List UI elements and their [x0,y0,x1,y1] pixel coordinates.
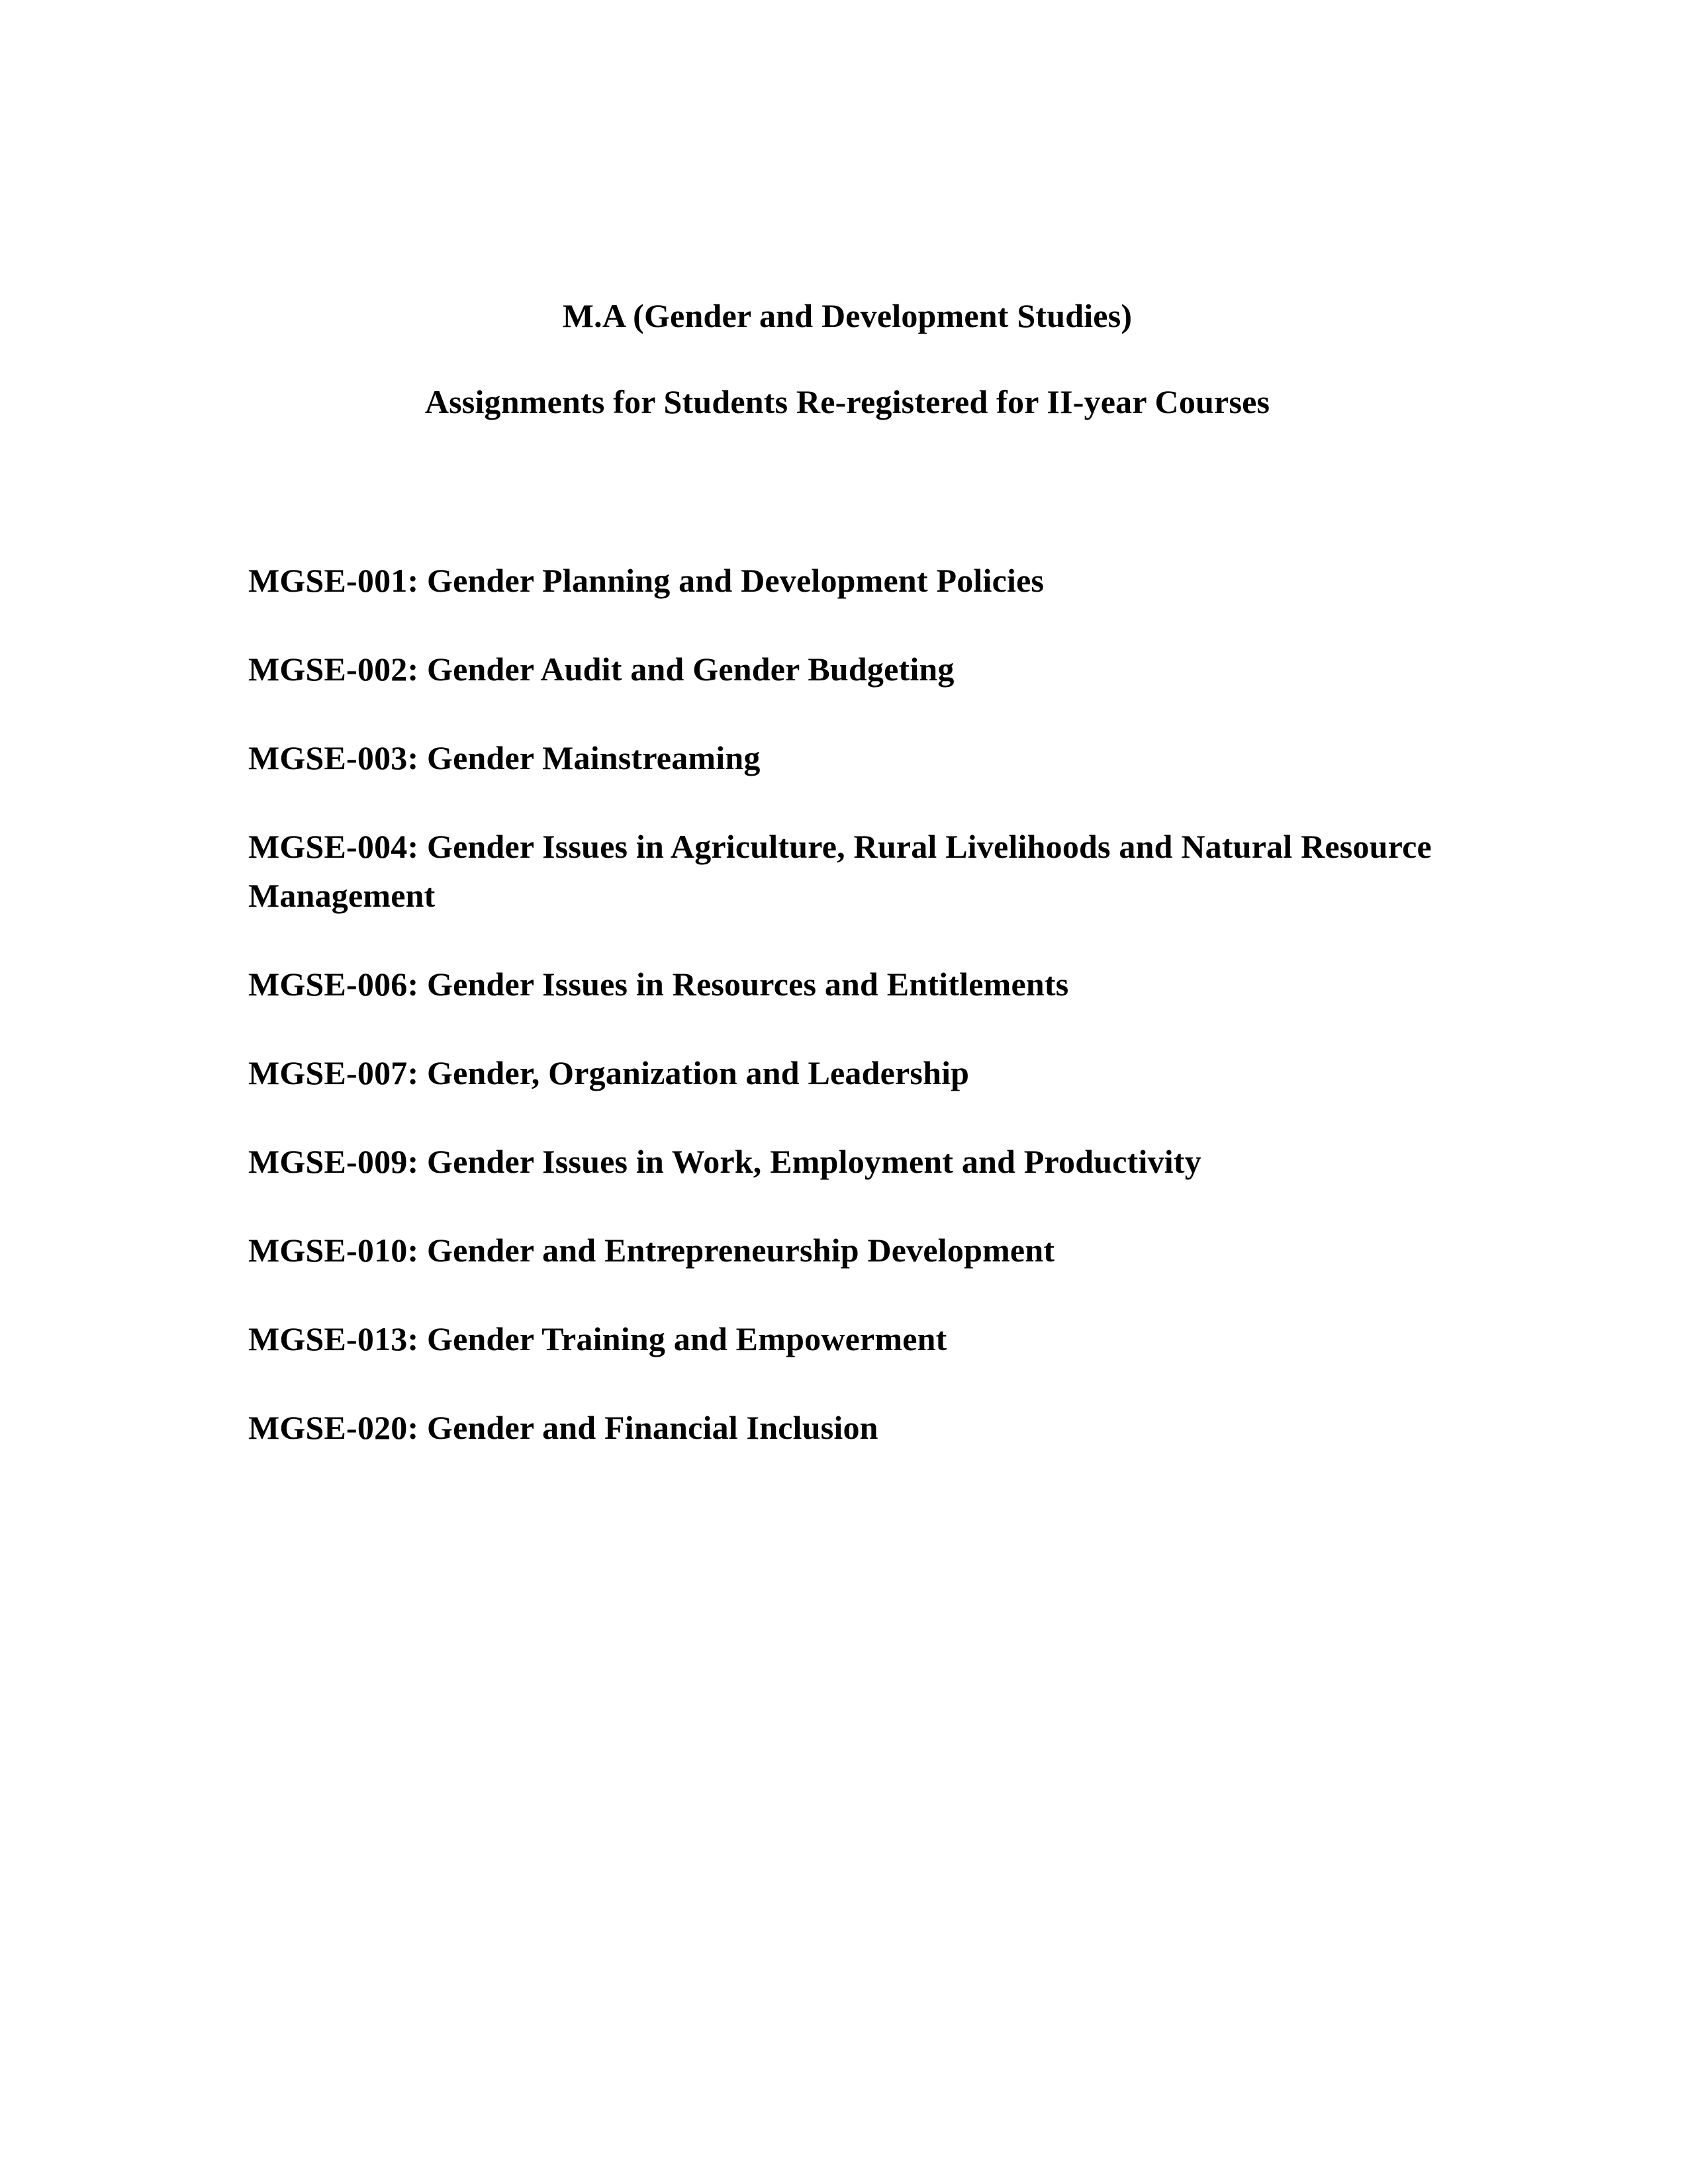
course-item: MGSE-009: Gender Issues in Work, Employment and Productivity [248,1143,1201,1180]
course-item: MGSE-002: Gender Audit and Gender Budgeting [248,651,955,688]
course-item: MGSE-001: Gender Planning and Development Policies [248,562,1045,599]
course-item: MGSE-004: Gender Issues in Agriculture, Rural Livelihoods and Natural Resource Management [248,828,1432,914]
course-item: MGSE-020: Gender and Financial Inclusion [248,1409,878,1446]
course-list [248,556,1446,1452]
course-item: MGSE-013: Gender Training and Empowerment [248,1320,947,1357]
course-item: MGSE-010: Gender and Entrepreneurship Development [248,1232,1055,1269]
page-subtitle: Assignments for Students Re-registered for II-year Courses [424,383,1270,420]
course-item: MGSE-007: Gender, Organization and Leadership [248,1054,970,1091]
page-title: M.A (Gender and Development Studies) [562,297,1133,334]
course-item: MGSE-006: Gender Issues in Resources and Entitlements [248,966,1069,1003]
course-item: MGSE-003: Gender Mainstreaming [248,739,761,776]
